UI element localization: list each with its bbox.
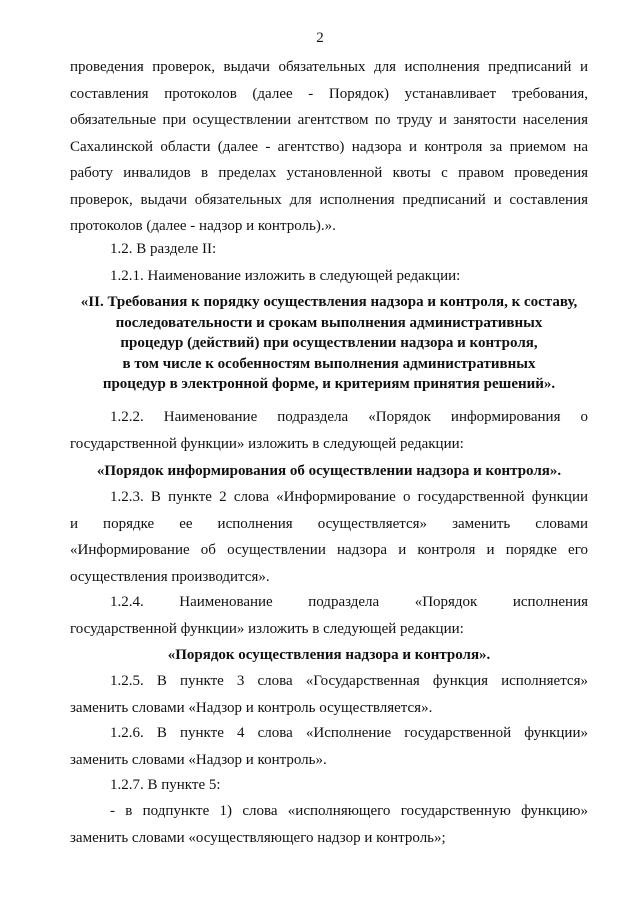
text-line: проведения проверок, выдачи обязательных для исполнения предписаний и [70, 59, 588, 75]
text-line: осуществления производится». [70, 568, 270, 585]
paragraph-1-2-2 [70, 404, 588, 457]
text-line: заменить словами «осуществляющего надзор и контроль»; [70, 829, 446, 846]
text-line: государственной функции» изложить в следующей редакции: [70, 435, 464, 452]
text-line: государственной функции» изложить в следующей редакции: [70, 620, 464, 637]
heading-line: процедур в электронной форме, и критериям принятия решений». [102, 376, 556, 392]
paragraph-1-2-7 [70, 772, 588, 799]
heading-line: процедур (действий) при осуществлении надзора и контроля, [120, 335, 538, 351]
text-line: 1.2.3. В пункте 2 слова «Информирование о государственной функции [110, 489, 588, 505]
text-line: «Информирование об осуществлении надзора и контроля и порядке его [70, 542, 588, 558]
heading-line: «Порядок информирования об осуществлении надзора и контроля». [96, 463, 562, 479]
page-number: 2 [316, 30, 324, 46]
heading-line: «II. Требования к порядку осуществления надзора и контроля, к составу, [80, 294, 578, 310]
paragraph-1-2-5 [70, 668, 588, 721]
text-line: работу инвалидов в пределах установленной квоты с правом проведения [70, 165, 588, 181]
text-line: 1.2. В разделе II: [110, 241, 217, 257]
heading-line: «Порядок осуществления надзора и контроля». [167, 647, 491, 663]
heading-line: в том числе к особенностям выполнения административных [122, 355, 536, 372]
text-line: обязательные при осуществлении агентством по труду и занятости населения [70, 112, 588, 128]
paragraph-1-2-6 [70, 720, 588, 773]
text-line: 1.2.4. Наименование подраздела «Порядок исполнения [110, 594, 588, 610]
paragraph-1-2-3 [70, 484, 588, 590]
text-line: 1.2.1. Наименование изложить в следующей редакции: [110, 267, 461, 284]
paragraph-subitem-1 [70, 798, 588, 851]
heading-line: последовательности и срокам выполнения административных [115, 314, 543, 331]
text-line: 1.2.6. В пункте 4 слова «Исполнение государственной функции» [110, 725, 588, 741]
text-line: 1.2.2. Наименование подраздела «Порядок информирования о [110, 409, 588, 425]
text-line: 1.2.7. В пункте 5: [110, 777, 221, 793]
text-line: составления протоколов (далее - Порядок) устанавливает требования, [70, 85, 588, 102]
paragraph-section-ii [70, 236, 588, 289]
text-line: и порядке ее исполнения осуществляется» заменить словами [70, 515, 588, 532]
text-line: Сахалинской области (далее - агентство) надзора и контроля за приемом на [70, 138, 588, 155]
text-line: протоколов (далее - надзор и контроль).». [70, 218, 336, 234]
text-line: проверок, выдачи обязательных для исполнения предписаний и составления [70, 191, 588, 208]
text-line: заменить словами «Надзор и контроль». [70, 751, 327, 768]
heading-execution [70, 642, 588, 669]
heading-informing [70, 458, 588, 485]
text-line: заменить словами «Надзор и контроль осуществляется». [70, 699, 433, 716]
paragraph-1-2-4 [70, 589, 588, 642]
paragraph-continuation [70, 54, 588, 240]
heading-section-ii [70, 292, 588, 395]
text-line: 1.2.5. В пункте 3 слова «Государственная функция исполняется» [110, 673, 588, 689]
text-line: - в подпункте 1) слова «исполняющего государственную функцию» [110, 803, 588, 819]
